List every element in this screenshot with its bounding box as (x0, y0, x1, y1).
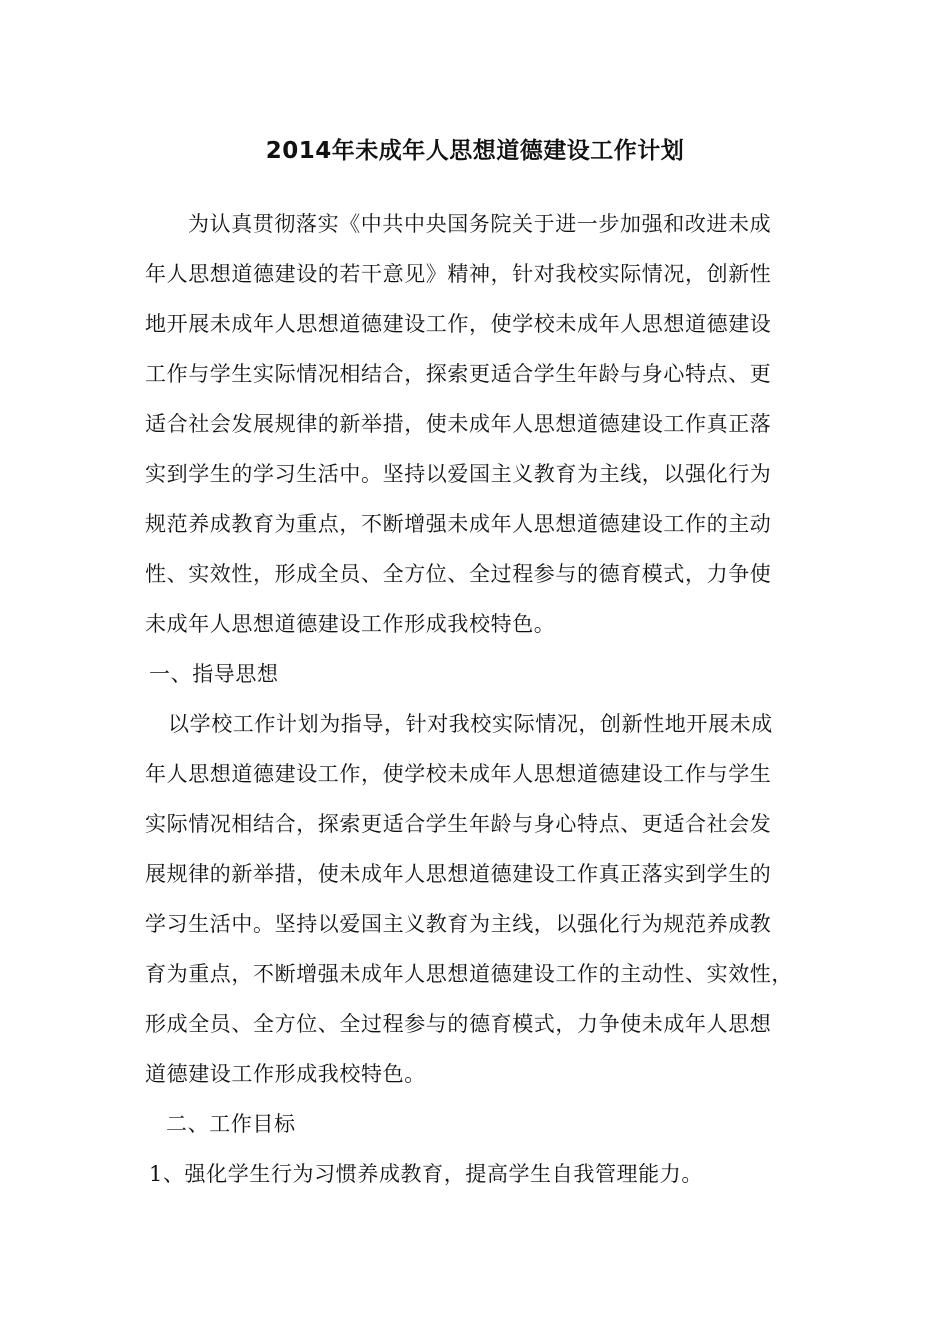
section1-line-3: 实际情况相结合，探索更适合学生年龄与身心特点、更适合社会发 (145, 812, 772, 836)
intro-line-1: 为认真贯彻落实《中共中央国务院关于进一步加强和改进未成 (188, 212, 772, 236)
document-title: 2014年未成年人思想道德建设工作计划 (265, 138, 685, 164)
intro-line-2: 年人思想道德建设的若干意见》精神，针对我校实际情况，创新性 (145, 262, 772, 286)
section1-line-7: 形成全员、全方位、全过程参与的德育模式，力争使未成年人思想 (145, 1012, 772, 1036)
goal-item-1: 1、强化学生行为习惯养成教育，提高学生自我管理能力。 (149, 1162, 703, 1186)
section1-line-2: 年人思想道德建设工作，使学校未成年人思想道德建设工作与学生 (145, 762, 772, 786)
section1-line-8: 道德建设工作形成我校特色。 (145, 1062, 426, 1086)
section1-line-5: 学习生活中。坚持以爱国主义教育为主线，以强化行为规范养成教 (145, 912, 772, 936)
section-heading-guiding-ideology: 一、指导思想 (149, 662, 279, 686)
intro-line-6: 实到学生的学习生活中。坚持以爱国主义教育为主线，以强化行为 (145, 462, 772, 486)
section-heading-work-goals: 二、工作目标 (166, 1112, 296, 1136)
intro-line-5: 适合社会发展规律的新举措，使未成年人思想道德建设工作真正落 (145, 412, 772, 436)
section1-line-4: 展规律的新举措，使未成年人思想道德建设工作真正落实到学生的 (145, 862, 772, 886)
intro-line-7: 规范养成教育为重点，不断增强未成年人思想道德建设工作的主动 (145, 512, 772, 536)
section1-line-6: 育为重点，不断增强未成年人思想道德建设工作的主动性、实效性， (145, 962, 793, 986)
intro-line-4: 工作与学生实际情况相结合，探索更适合学生年龄与身心特点、更 (145, 362, 772, 386)
intro-line-3: 地开展未成年人思想道德建设工作，使学校未成年人思想道德建设 (145, 312, 772, 336)
section1-line-1: 以学校工作计划为指导，针对我校实际情况，创新性地开展未成 (168, 712, 773, 736)
intro-line-9: 未成年人思想道德建设工作形成我校特色。 (145, 612, 556, 636)
intro-line-8: 性、实效性，形成全员、全方位、全过程参与的德育模式，力争使 (145, 562, 772, 586)
